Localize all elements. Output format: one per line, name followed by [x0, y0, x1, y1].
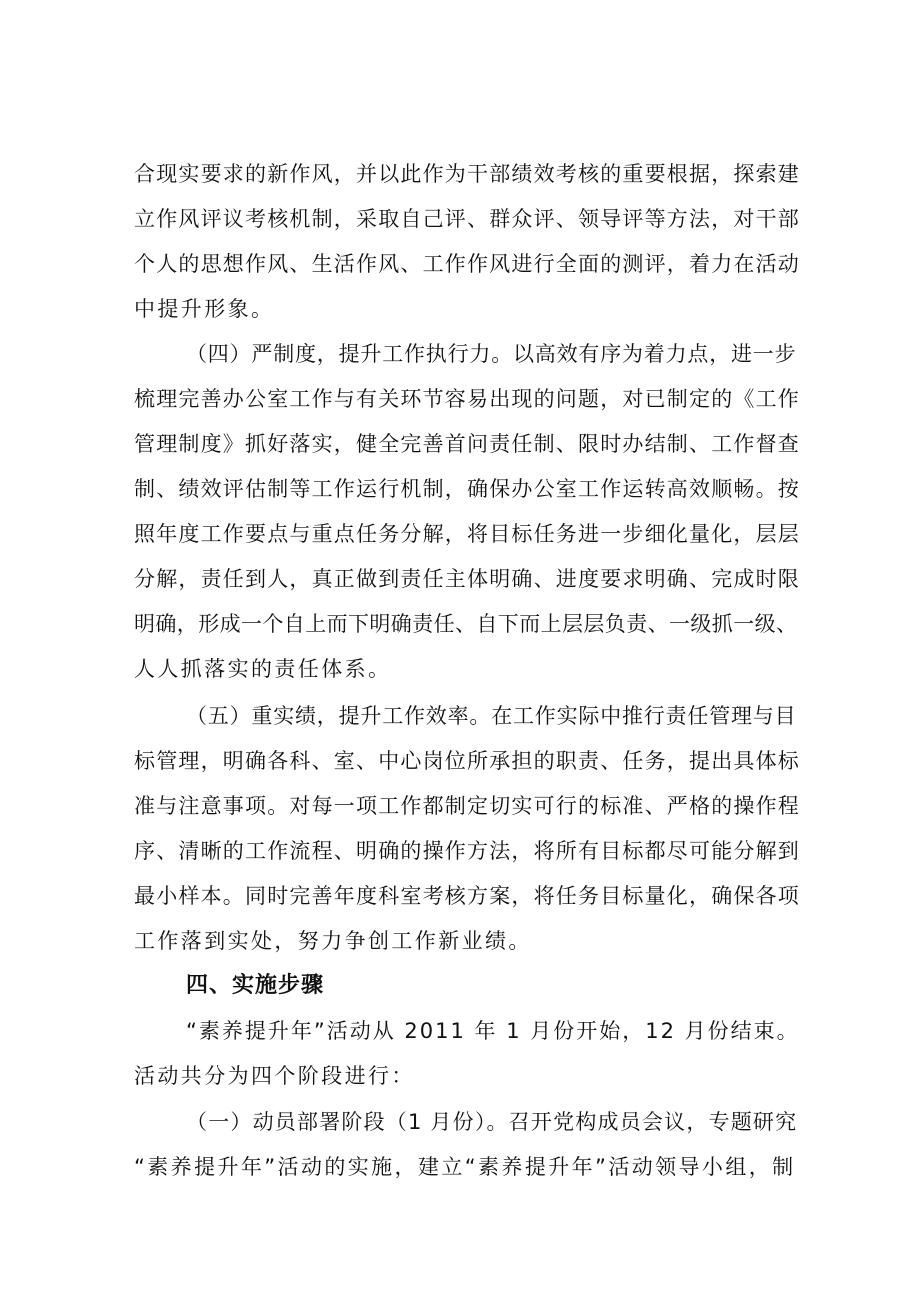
- paragraph-line: 制、绩效评估制等工作运行机制，确保办公室工作运转高效顺畅。按: [134, 477, 800, 501]
- paragraph-line: 照年度工作要点与重点任务分解，将目标任务进一步细化量化，层层: [134, 522, 800, 546]
- paragraph-line: 标管理，明确各科、室、中心岗位所承担的职责、任务，提出具体标: [134, 749, 800, 773]
- paragraph-line: 活动共分为四个阶段进行：: [134, 1064, 415, 1088]
- paragraph-line: 分解，责任到人，真正做到责任主体明确、进度要求明确、完成时限: [134, 567, 800, 591]
- paragraph-line: （五）重实绩，提升工作效率。在工作实际中推行责任管理与目: [186, 704, 797, 728]
- paragraph-line: 合现实要求的新作风，并以此作为干部绩效考核的重要根据，探索建: [134, 162, 800, 186]
- paragraph-line: 最小样本。同时完善年度科室考核方案，将任务目标量化，确保各项: [134, 884, 800, 908]
- paragraph-line: “素养提升年”活动的实施，建立“素养提升年”活动领导小组，制: [134, 1155, 796, 1179]
- section-heading: 四、实施步骤: [186, 973, 325, 998]
- paragraph-line: 序、清晰的工作流程、明确的操作方法，将所有目标都尽可能分解到: [134, 839, 800, 863]
- paragraph-line: 管理制度》抓好落实，健全完善首问责任制、限时办结制、工作督查: [134, 432, 800, 456]
- paragraph-line: （一）动员部署阶段（1 月份）。召开党构成员会议，专题研究: [186, 1110, 798, 1134]
- paragraph-line: 中提升形象。: [134, 297, 275, 321]
- paragraph-line: 明确，形成一个自上而下明确责任、自下而上层层负责、一级抓一级、: [134, 612, 798, 636]
- paragraph-line: 工作落到实处，努力争创工作新业绩。: [134, 929, 532, 953]
- paragraph-line: 梳理完善办公室工作与有关环节容易出现的问题，对已制定的《工作: [134, 387, 800, 411]
- paragraph-line: “素养提升年”活动从 2011 年 1 月份开始，12 月份结束。: [186, 1019, 800, 1043]
- paragraph-line: （四）严制度，提升工作执行力。以高效有序为着力点，进一步: [186, 342, 797, 366]
- paragraph-line: 人人抓落实的责任体系。: [134, 657, 392, 681]
- paragraph-line: 准与注意事项。对每一项工作都制定切实可行的标准、严格的操作程: [134, 794, 800, 818]
- paragraph-line: 立作风评议考核机制，采取自己评、群众评、领导评等方法，对干部: [134, 207, 800, 231]
- paragraph-line: 个人的思想作风、生活作风、工作作风进行全面的测评，着力在活动: [134, 252, 800, 276]
